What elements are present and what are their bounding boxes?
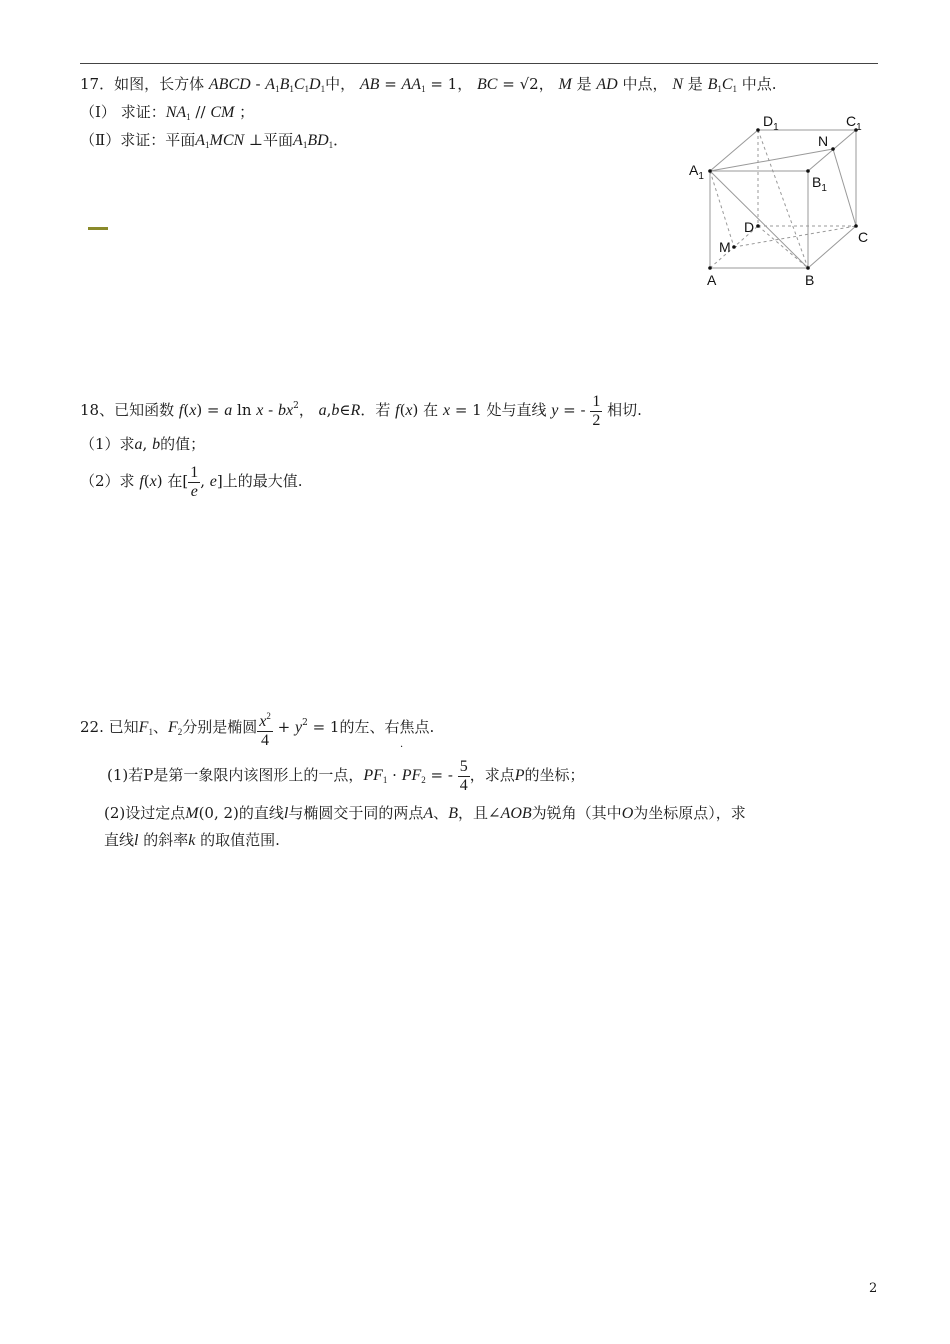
dash-mark xyxy=(88,227,108,230)
label-N: N xyxy=(818,133,829,149)
q17-part1: （Ⅰ） 求证：$NA_1$ // CM ； xyxy=(80,103,255,122)
label-D1: $D_1$ xyxy=(763,113,779,133)
q17-line1: 17．如图，长方体 ABCD - $A_1B_1C_1D_1$中， AB = $AA_1 = 1$， BC = √2， M 是 AD 中点， N 是 $B_1C_1$ 中点. xyxy=(80,75,777,94)
label-C: C xyxy=(858,229,869,245)
q22-line1: 22. 已知$F_1$、$F_2$分别是椭圆 $\frac{x^2}{4}$ + $y^2 = 1$的左、右焦点. xyxy=(80,710,435,749)
stray-dot: · xyxy=(400,742,404,753)
label-B1: $B_1$ xyxy=(812,174,827,194)
q18-part2: （2）求 f(x) 在[ $\frac{1}{e}$ , e]上的最大值. xyxy=(80,463,303,500)
q22-number: 22. xyxy=(80,718,104,736)
q18-part1: （1）求a, b的值； xyxy=(80,435,206,453)
q17-part2: （Ⅱ）求证：平面$A_1MCN$ ⊥平面$A_1BD_1$． xyxy=(80,131,349,150)
label-C1: $C_1$ xyxy=(846,113,862,133)
page-number: 2 xyxy=(869,1281,878,1296)
q18-number: 18、 xyxy=(80,401,115,419)
label-A1: $A_1$ xyxy=(689,162,704,182)
top-rule xyxy=(80,63,878,64)
q22-part2: (2)设过定点M(0, 2)的直线l与椭圆交于同的两点A、B，且∠AOB为锐角（其中O为坐标原点），求 xyxy=(104,804,746,822)
q22-part3: 直线l 的斜率k 的取值范围. xyxy=(104,831,280,849)
q17-number: 17． xyxy=(80,75,115,93)
label-M: M xyxy=(719,239,731,255)
cuboid-figure xyxy=(680,108,880,293)
q22-part1: (1)若P是第一象限内该图形上的一点，$PF_1 \cdot PF_2$ = - $\frac{5}{4}$ ，求点P的坐标； xyxy=(107,757,585,794)
label-B: B xyxy=(805,272,815,288)
q18-line1: 18、已知函数 f(x) = a ln x - $bx^2$， a,b∈R．若 f(x) 在 x = 1 处与直线 y = - $\frac{1}{2}$ 相切. xyxy=(80,392,642,429)
label-D: D xyxy=(744,219,755,235)
label-A: A xyxy=(707,272,717,288)
